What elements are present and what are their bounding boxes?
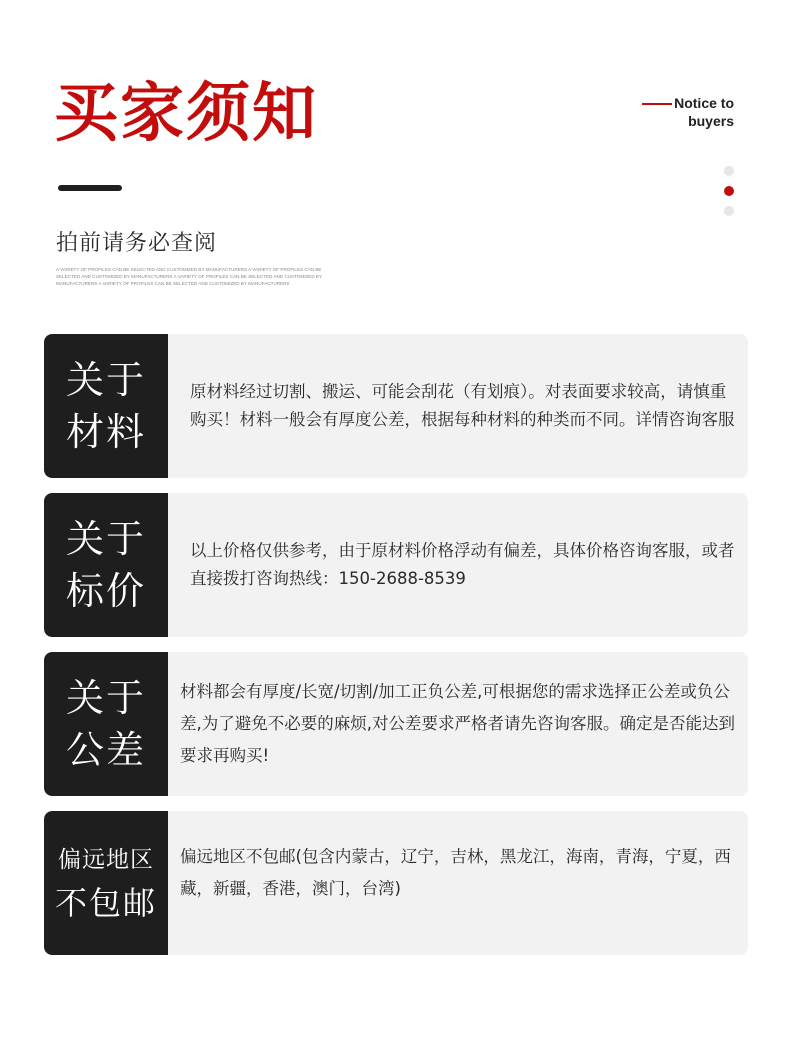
info-card-price bbox=[44, 493, 748, 637]
info-card-shipping bbox=[44, 811, 748, 955]
card-body bbox=[190, 334, 740, 478]
card-tag-line-1: 关于 bbox=[65, 676, 146, 720]
card-body-text: 偏远地区不包邮(包含内蒙古，辽宁，吉林，黑龙江，海南，青海，宁夏，西藏，新疆，香港，澳门，台湾) bbox=[180, 847, 731, 898]
card-tag bbox=[44, 811, 168, 955]
card-tag-line-1: 偏远地区 bbox=[58, 847, 154, 873]
card-tag-line-2: 不包邮 bbox=[54, 884, 157, 922]
notice-line-1: Notice to bbox=[674, 95, 734, 111]
card-body bbox=[180, 652, 740, 796]
info-card-material bbox=[44, 334, 748, 478]
card-tag-line-1: 关于 bbox=[65, 517, 146, 561]
pagination-dot bbox=[724, 206, 734, 216]
card-body-text: 材料都会有厚度/长宽/切割/加工正负公差,可根据您的需求选择正公差或负公差,为了避免不必要的麻烦,对公差要求严格者请先咨询客服。确定是否能达到要求再购买! bbox=[180, 682, 735, 765]
pagination-dots bbox=[724, 166, 734, 226]
info-card-tolerance bbox=[44, 652, 748, 796]
pagination-dot bbox=[724, 166, 734, 176]
card-body bbox=[180, 811, 740, 955]
notice-line-2: buyers bbox=[688, 113, 734, 129]
card-tag bbox=[44, 334, 168, 478]
fineprint: A VARIETY OF PROFILES CAN BE SELECTED AND CUSTOMIZED BY MANUFACTURERS A VARIETY OF PROFILES CAN BE SELECTED AND CUSTOMIZED BY MANUFACTURERS A VARIETY OF PROFILES CAN BE SELECTED AND CUSTOMIZED BY MANUFACTURERS A VARIETY OF PROFILES CAN BE SELECTED AND CUSTOMIZED BY MANUFACTURERS bbox=[56, 267, 322, 286]
card-tag-line-2: 材料 bbox=[65, 410, 146, 454]
card-body-text: 原材料经过切割、搬运、可能会刮花（有划痕）。对表面要求较高，请慎重购买！材料一般会有厚度公差，根据每种材料的种类而不同。详情咨询客服 bbox=[190, 382, 735, 429]
card-body-text: 以上价格仅供参考，由于原材料价格浮动有偏差，具体价格咨询客服，或者直接拨打咨询热线：150-2688-8539 bbox=[190, 541, 735, 588]
subtitle: 拍前请务必查阅 bbox=[56, 231, 218, 256]
pagination-dot-active bbox=[724, 186, 734, 196]
page-title: 买家须知 bbox=[54, 77, 318, 151]
card-body bbox=[190, 493, 740, 637]
notice-divider bbox=[642, 103, 672, 105]
card-tag bbox=[44, 493, 168, 637]
card-tag-line-1: 关于 bbox=[65, 358, 146, 402]
notice-label bbox=[642, 94, 734, 130]
card-tag-line-2: 标价 bbox=[65, 569, 146, 613]
title-underline bbox=[58, 185, 122, 191]
card-tag-line-2: 公差 bbox=[65, 728, 146, 772]
card-tag bbox=[44, 652, 168, 796]
